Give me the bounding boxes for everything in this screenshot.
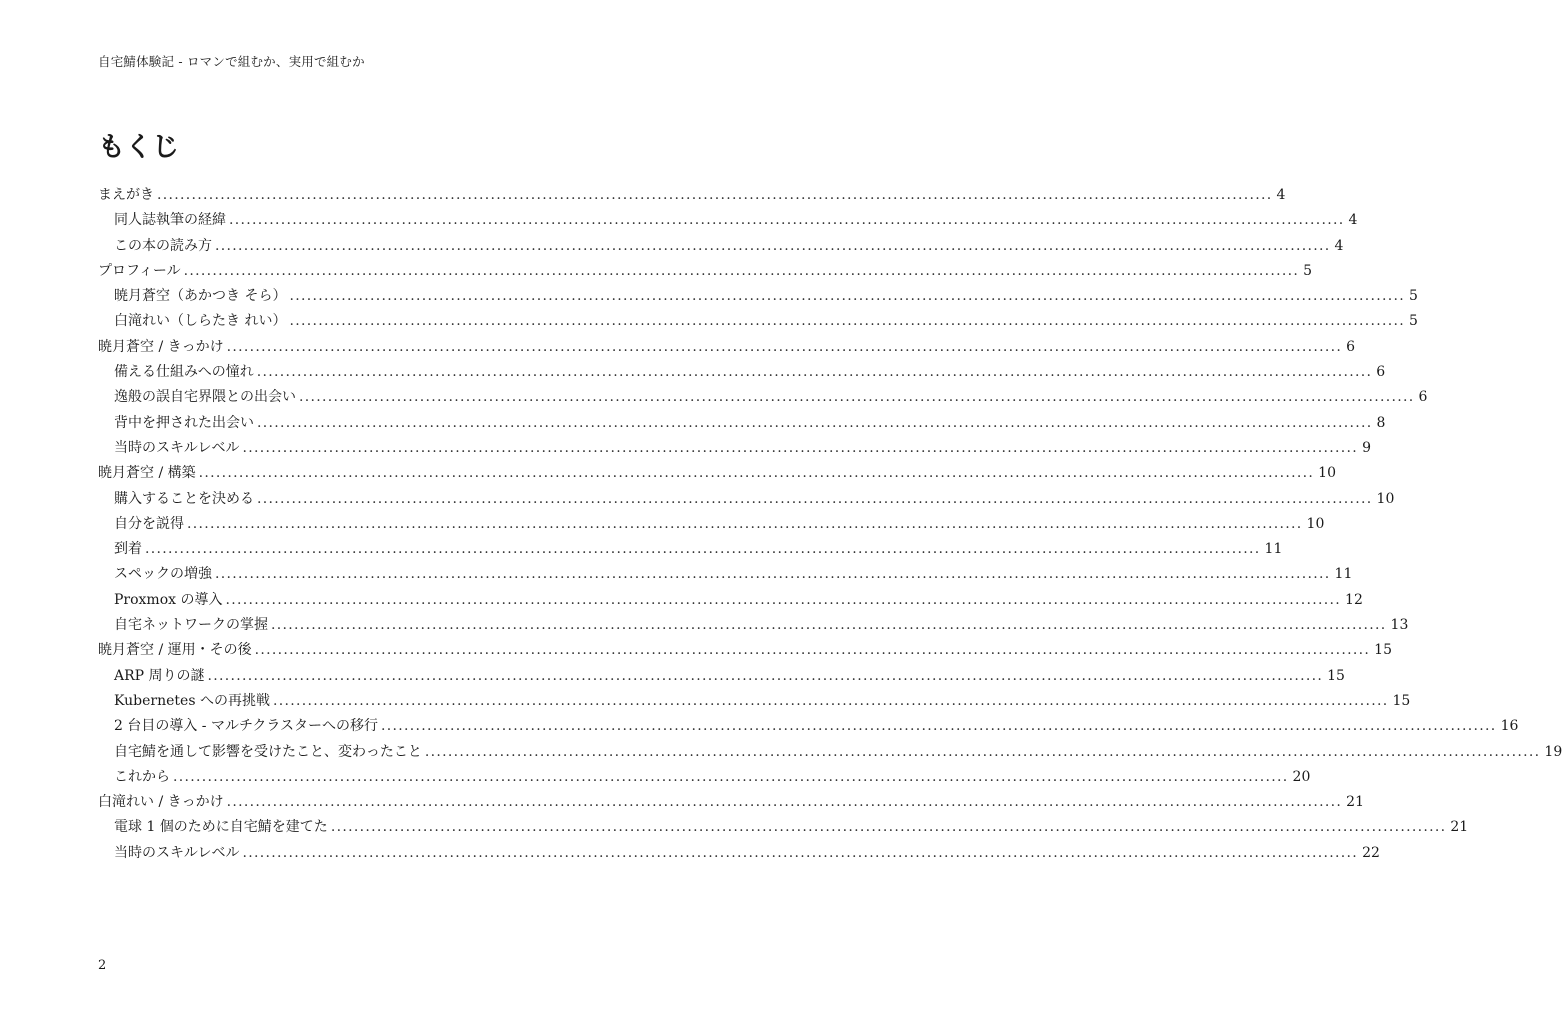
dot-leader: .................................................................................................................................................................................................. (254, 642, 1371, 659)
toc-entry[interactable] (98, 235, 1344, 260)
dot-leader: .................................................................................................................................................................................................. (229, 212, 1345, 229)
toc-entry[interactable] (98, 639, 1392, 664)
toc-entry[interactable] (98, 563, 1353, 588)
toc-entry-page: 15 (1374, 642, 1392, 659)
toc-entry-page: 12 (1345, 591, 1363, 608)
dot-leader: .................................................................................................................................................................................................. (257, 414, 1373, 431)
toc-entry-label: 自宅ネットワークの掌握 (114, 617, 268, 634)
toc-entry[interactable] (98, 462, 1336, 487)
toc-entry-label: 暁月蒼空 / きっかけ (98, 338, 224, 355)
toc-entry[interactable] (98, 816, 1469, 841)
toc-entry[interactable] (98, 715, 1519, 740)
toc-entry-label: 逸般の誤自宅界隈との出会い (114, 389, 296, 406)
dot-leader: .................................................................................................................................................................................................. (215, 566, 1331, 583)
toc-entry-page: 5 (1409, 288, 1418, 305)
dot-leader: .................................................................................................................................................................................................. (330, 819, 1447, 836)
toc-entry-page: 6 (1376, 364, 1386, 381)
toc-entry-label: 電球 1 個のために自宅鯖を建てた (114, 819, 328, 836)
dot-leader: .................................................................................................................................................................................................. (256, 364, 1373, 381)
toc-entry[interactable] (98, 690, 1411, 715)
toc-entry[interactable] (98, 513, 1325, 538)
dot-leader: .................................................................................................................................................................................................. (257, 490, 1373, 507)
toc-entry[interactable] (98, 741, 1562, 766)
toc-entry[interactable] (98, 791, 1364, 816)
toc-entry-label: 到着 (114, 541, 142, 558)
dot-leader: .................................................................................................................................................................................................. (299, 389, 1415, 406)
toc-entry[interactable] (98, 437, 1371, 462)
dot-leader: .................................................................................................................................................................................................. (242, 439, 1359, 456)
toc-entry-page: 5 (1409, 313, 1418, 330)
toc-entry-label: 白滝れい / きっかけ (98, 794, 224, 811)
dot-leader: .................................................................................................................................................................................................. (226, 338, 1343, 355)
dot-leader: .................................................................................................................................................................................................. (381, 718, 1497, 735)
dot-leader: .................................................................................................................................................................................................. (157, 187, 1273, 203)
toc-entry-page: 11 (1334, 566, 1353, 583)
toc-entry-label: この本の読み方 (114, 237, 212, 254)
toc-entry-label: 2 台目の導入 - マルチクラスターへの移行 (114, 718, 379, 735)
page-number: 2 (98, 958, 107, 973)
toc-entry-page: 10 (1306, 515, 1325, 532)
toc-entry-page: 6 (1346, 338, 1356, 355)
toc-entry[interactable] (98, 361, 1386, 386)
dot-leader: .................................................................................................................................................................................................. (207, 667, 1324, 684)
dot-leader: .................................................................................................................................................................................................. (242, 844, 1359, 861)
running-header: 自宅鯖体験記 - ロマンで組むか、実用で組むか (98, 54, 365, 69)
toc-entry[interactable] (98, 336, 1356, 361)
toc-entry-label: 暁月蒼空（あかつき そら） (114, 288, 287, 305)
dot-leader: .................................................................................................................................................................................................. (424, 743, 1541, 760)
toc-entry-label: 暁月蒼空 / 構築 (98, 465, 196, 482)
toc-entry-page: 8 (1376, 414, 1386, 431)
toc-entry-label: 同人誌執筆の経緯 (114, 212, 226, 229)
toc-entry-page: 5 (1303, 262, 1313, 279)
dot-leader: .................................................................................................................................................................................................. (145, 541, 1261, 558)
toc-entry-page: 4 (1276, 187, 1286, 203)
toc-entry-label: 白滝れい（しらたき れい） (114, 313, 287, 330)
dot-leader: .................................................................................................................................................................................................. (272, 692, 1389, 709)
toc-entry-label: 当時のスキルレベル (114, 844, 240, 861)
toc-entry-label: 暁月蒼空 / 運用・その後 (98, 642, 252, 659)
toc-entry[interactable] (98, 665, 1345, 690)
toc-entry-page: 16 (1500, 718, 1519, 735)
toc-entry-page: 15 (1392, 692, 1411, 709)
toc-entry-page: 4 (1348, 212, 1358, 229)
dot-leader: .................................................................................................................................................................................................. (289, 288, 1405, 305)
toc-entry-label: まえがき (98, 187, 154, 203)
toc-title: もくじ (98, 132, 179, 163)
table-of-contents (98, 184, 1562, 867)
toc-entry[interactable] (98, 589, 1363, 614)
toc-entry-page: 11 (1264, 541, 1283, 558)
toc-entry-label: プロフィール (98, 262, 181, 279)
dot-leader: .................................................................................................................................................................................................. (187, 515, 1303, 532)
toc-entry-label: Kubernetes への再挑戦 (114, 692, 270, 709)
dot-leader: .................................................................................................................................................................................................. (271, 617, 1387, 634)
toc-entry[interactable] (98, 614, 1409, 639)
toc-entry-page: 10 (1318, 465, 1336, 482)
toc-entry-label: スペックの増強 (114, 566, 212, 583)
toc-entry-page: 4 (1334, 237, 1344, 254)
toc-entry[interactable] (98, 766, 1311, 791)
toc-entry-label: これから (114, 768, 170, 785)
toc-entry-page: 22 (1362, 844, 1380, 861)
toc-entry-label: ARP 周りの謎 (114, 667, 205, 684)
toc-entry-label: 自分を説得 (114, 515, 184, 532)
dot-leader: .................................................................................................................................................................................................. (226, 794, 1343, 811)
toc-entry[interactable] (98, 842, 1380, 867)
dot-leader: .................................................................................................................................................................................................. (198, 465, 1315, 482)
toc-entry-page: 19 (1544, 743, 1562, 760)
toc-entry[interactable] (98, 260, 1313, 285)
dot-leader: .................................................................................................................................................................................................. (183, 262, 1300, 279)
toc-entry-page: 6 (1418, 389, 1428, 406)
toc-entry[interactable] (98, 412, 1386, 437)
dot-leader: .................................................................................................................................................................................................. (215, 237, 1331, 254)
toc-entry[interactable] (98, 184, 1286, 209)
toc-entry[interactable] (98, 310, 1418, 335)
toc-entry-label: 自宅鯖を通して影響を受けたこと、変わったこと (114, 743, 422, 760)
toc-entry-label: Proxmox の導入 (114, 591, 223, 608)
dot-leader: .................................................................................................................................................................................................. (173, 768, 1289, 785)
toc-entry-label: 購入することを決める (114, 490, 254, 507)
toc-entry-page: 9 (1362, 439, 1371, 456)
toc-entry-page: 13 (1390, 617, 1409, 634)
toc-entry-page: 20 (1292, 768, 1311, 785)
toc-entry-page: 10 (1376, 490, 1395, 507)
toc-entry-page: 15 (1327, 667, 1345, 684)
toc-entry[interactable] (98, 386, 1428, 411)
toc-entry[interactable] (98, 488, 1395, 513)
toc-entry-label: 備える仕組みへの憧れ (114, 364, 254, 381)
toc-entry[interactable] (98, 285, 1418, 310)
toc-entry-page: 21 (1346, 794, 1364, 811)
toc-entry-label: 背中を押された出会い (114, 414, 254, 431)
toc-entry-page: 21 (1450, 819, 1469, 836)
toc-entry[interactable] (98, 538, 1283, 563)
dot-leader: .................................................................................................................................................................................................. (289, 313, 1405, 330)
dot-leader: .................................................................................................................................................................................................. (225, 591, 1342, 608)
toc-entry[interactable] (98, 209, 1358, 234)
toc-entry-label: 当時のスキルレベル (114, 439, 240, 456)
